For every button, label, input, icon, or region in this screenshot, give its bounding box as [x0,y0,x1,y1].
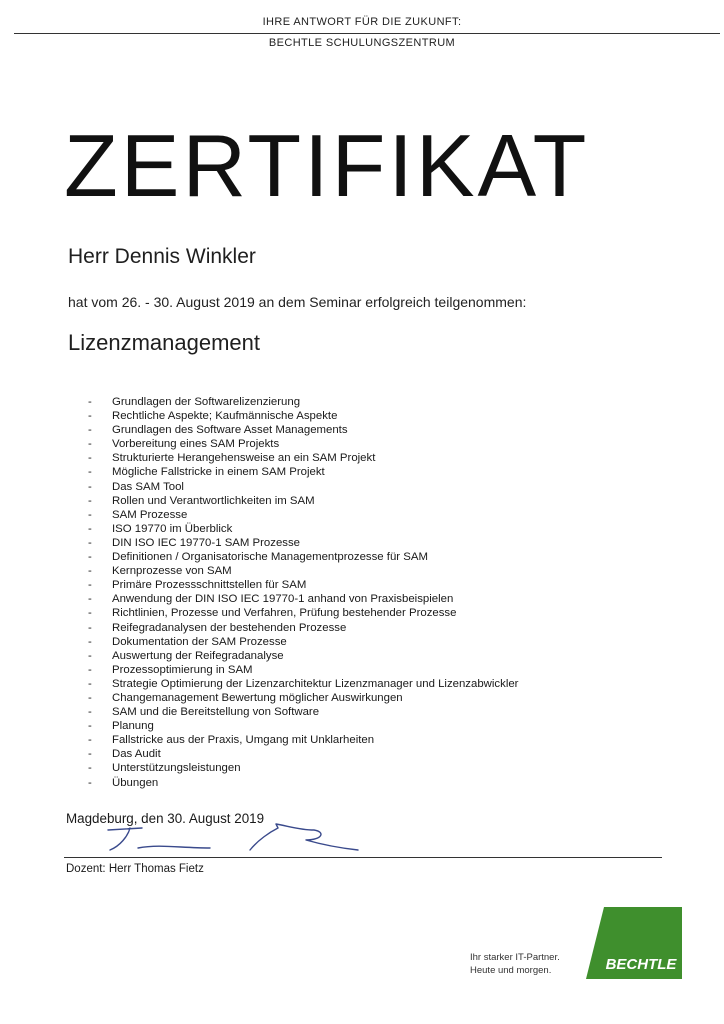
topic-text: Prozessoptimierung in SAM [112,663,253,676]
course-title: Lizenzmanagement [68,330,261,355]
topic-text: DIN ISO IEC 19770-1 SAM Prozesse [112,536,301,549]
topic-text: Primäre Prozessschnittstellen für SAM [112,579,307,592]
list-dash: - [88,607,92,620]
list-dash: - [88,706,92,719]
certificate-title: ZERTIFIKAT [64,116,590,215]
topic-text: Fallstricke aus der Praxis, Umgang mit Unklarheiten [112,734,375,747]
topic-text: Mögliche Fallstricke in einem SAM Projekt [112,466,325,479]
signature [100,818,360,858]
topic-text: Das SAM Tool [112,480,184,493]
topic-text: Unterstützungsleistungen [112,762,241,775]
brand-tagline [470,951,560,977]
topic-text: SAM und die Bereitstellung von Software [112,706,320,719]
topic-text: Dokumentation der SAM Prozesse [112,635,287,648]
topic-text: Changemanagement Bewertung möglicher Auswirkungen [112,691,403,704]
list-dash: - [88,635,92,648]
lecturer-name: Dozent: Herr Thomas Fietz [66,863,204,875]
recipient-name: Herr Dennis Winkler [68,245,256,268]
tagline-line-2: Heute und morgen. [470,965,552,976]
list-dash: - [88,621,92,634]
list-dash: - [88,424,92,437]
list-dash: - [88,565,92,578]
list-dash: - [88,396,92,408]
participation-statement: hat vom 26. - 30. August 2019 an dem Seminar erfolgreich teilgenommen: [68,294,527,310]
topic-text: Planung [112,720,154,733]
topic-text: SAM Prozesse [112,508,188,521]
list-dash: - [88,438,92,451]
header-organization: BECHTLE SCHULUNGSZENTRUM [268,37,456,49]
topic-text: Übungen [112,776,159,789]
list-dash: - [88,762,92,775]
topic-text: Grundlagen der Softwarelizenzierung [112,396,301,408]
list-dash: - [88,593,92,606]
topic-text: Das Audit [112,748,161,761]
list-dash: - [88,776,92,789]
list-dash: - [88,649,92,662]
topic-text: Grundlagen des Software Asset Managements [112,424,348,437]
list-dash: - [88,734,92,747]
topic-text: Vorbereitung eines SAM Projekts [112,438,280,451]
list-dash: - [88,466,92,479]
tagline-line-1: Ihr starker IT-Partner. [470,952,560,963]
topic-text: Auswertung der Reifegradanalyse [112,649,284,662]
list-dash: - [88,480,92,493]
topic-text: Reifegradanalysen der bestehenden Prozesse [112,621,347,634]
list-dash: - [88,691,92,704]
topic-text: Anwendung der DIN ISO IEC 19770-1 anhand von Praxisbeispielen [112,593,454,606]
logo-text: BECHTLE [605,956,677,973]
topic-text: ISO 19770 im Überblick [112,522,233,535]
topic-text: Rollen und Verantwortlichkeiten im SAM [112,494,315,507]
list-dash: - [88,410,92,423]
list-dash: - [88,720,92,733]
topic-text: Kernprozesse von SAM [112,565,232,578]
list-dash: - [88,748,92,761]
topic-text: Rechtliche Aspekte; Kaufmännische Aspekte [112,410,338,423]
topic-text: Strategie Optimierung der Lizenzarchitektur Lizenzmanager und Lizenzabwickler [112,677,519,690]
list-dash: - [88,452,92,465]
list-dash: - [88,579,92,592]
list-dash: - [88,663,92,676]
header-slogan: IHRE ANTWORT FÜR DIE ZUKUNFT: [262,16,462,28]
list-dash: - [88,536,92,549]
signature-line [64,857,662,858]
topic-text: Richtlinien, Prozesse und Verfahren, Prüfung bestehender Prozesse [112,607,457,620]
topic-text: Definitionen / Organisatorische Managementprozesse für SAM [112,551,428,564]
list-dash: - [88,508,92,521]
list-dash: - [88,494,92,507]
list-dash: - [88,551,92,564]
list-dash: - [88,677,92,690]
list-dash: - [88,522,92,535]
topic-text: Strukturierte Herangehensweise an ein SAM Projekt [112,452,376,465]
header-divider [14,33,720,34]
bechtle-logo [586,907,682,979]
place-and-date: Magdeburg, den 30. August 2019 [66,811,265,826]
